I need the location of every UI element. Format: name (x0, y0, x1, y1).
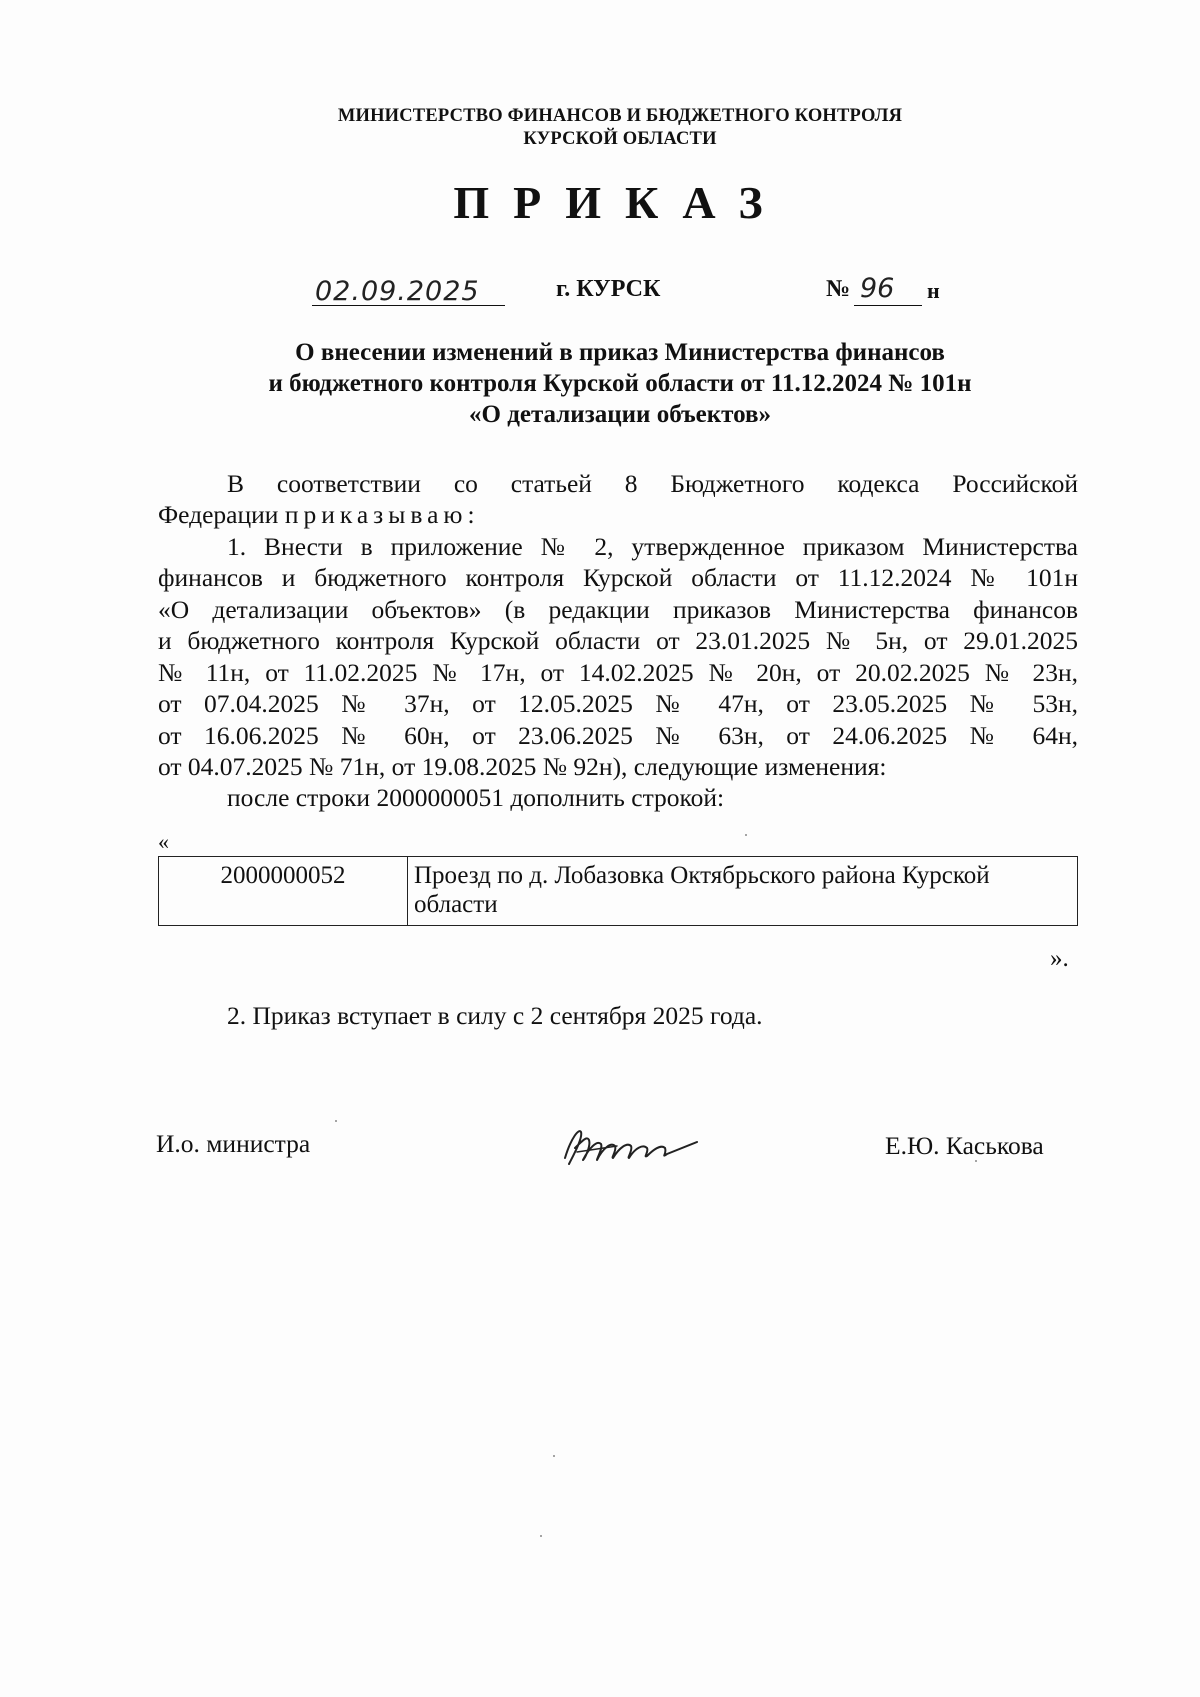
paragraph1-line2: финансов и бюджетного контроля Курской области от 11.12.2024 № 101н (158, 563, 1078, 592)
order-number: 96 (860, 273, 895, 304)
table-quote-close: ». (1050, 945, 1069, 972)
order-title-line1: О внесении изменений в приказ Министерства финансов (295, 339, 945, 366)
paragraph1-line3: «О детализации объектов» (в редакции приказов Министерства финансов (158, 595, 1078, 624)
scan-dust (540, 1535, 542, 1537)
description-line1: Проезд по д. Лобазовка Октябрьского района Курской (414, 862, 990, 889)
order-number-suffix: н (927, 278, 940, 303)
intro-line2-end: : (467, 500, 475, 529)
scan-dust (975, 1160, 977, 1162)
paragraph1-line5: № 11н, от 11.02.2025 № 17н, от 14.02.2025 № 20н, от 20.02.2025 № 23н, (158, 658, 1078, 687)
paragraph1-after-line: после строки 2000000051 дополнить строкой: (227, 783, 725, 812)
intro-line2-start: Федерации (158, 500, 285, 529)
handwritten-signature (557, 1118, 707, 1174)
signer-position: И.о. министра (156, 1129, 311, 1158)
paragraph1-line8: от 04.07.2025 № 71н, от 19.08.2025 № 92н), следующие изменения: (158, 752, 887, 781)
inserted-row-table (158, 856, 1078, 926)
order-city: г. КУРСК (556, 276, 661, 302)
description-line2: области (414, 891, 498, 918)
order-date: 02.09.2025 (315, 276, 480, 307)
intro-line2 (158, 499, 475, 530)
paragraph1-line6: от 07.04.2025 № 37н, от 12.05.2025 № 47н, от 23.05.2025 № 53н, (158, 689, 1078, 718)
paragraph1-line7: от 16.06.2025 № 60н, от 23.06.2025 № 63н, от 24.06.2025 № 64н, (158, 721, 1078, 750)
ministry-name-line1: МИНИСТЕРСТВО ФИНАНСОВ И БЮДЖЕТНОГО КОНТРОЛЯ (337, 106, 903, 126)
inserted-row-description (408, 857, 1078, 926)
order-number-sign: № (826, 276, 851, 302)
paragraph2: 2. Приказ вступает в силу с 2 сентября 2025 года. (227, 1001, 763, 1030)
date-underline (312, 305, 505, 306)
paragraph1-line1: 1. Внести в приложение № 2, утвержденное приказом Министерства (227, 532, 1078, 561)
scan-dust (335, 1120, 337, 1122)
intro-line1: В соответствии со статьей 8 Бюджетного кодекса Российской (227, 469, 1078, 498)
intro-keyword-prikazyvayu: приказываю (284, 500, 468, 529)
document-type-title: ПРИКАЗ (453, 177, 787, 228)
signer-name: Е.Ю. Каськова (885, 1131, 1044, 1160)
scan-dust (553, 1455, 555, 1457)
order-title-line2: и бюджетного контроля Курской области от 11.12.2024 № 101н (268, 370, 972, 397)
order-title-line3: «О детализации объектов» (469, 401, 771, 428)
inserted-row-code: 2000000052 (159, 857, 408, 926)
scan-dust (745, 834, 747, 836)
table-quote-open: « (158, 829, 169, 854)
paragraph1-line4: и бюджетного контроля Курской области от 23.01.2025 № 5н, от 29.01.2025 (158, 626, 1078, 655)
ministry-name-line2: КУРСКОЙ ОБЛАСТИ (523, 129, 717, 149)
number-underline (854, 305, 922, 306)
table-row (159, 857, 1078, 926)
